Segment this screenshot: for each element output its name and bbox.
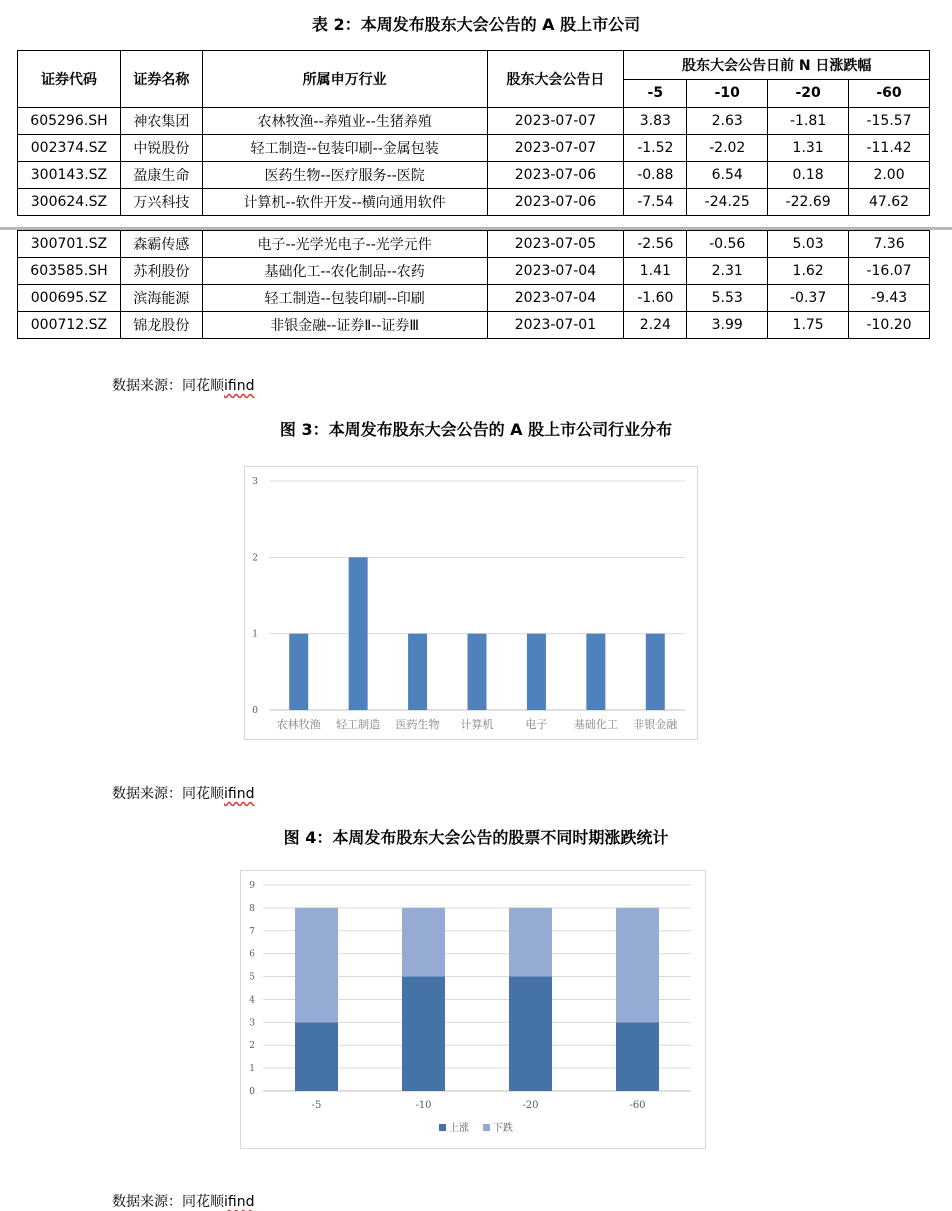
cell-value: 1.75: [768, 312, 849, 339]
cell-code: 603585.SH: [18, 258, 121, 285]
y-tick-label: 3: [249, 1018, 255, 1029]
cell-value: -1.81: [768, 108, 849, 135]
bar-segment: [509, 908, 552, 977]
cell-industry: 非银金融--证券Ⅱ--证券Ⅲ: [202, 312, 487, 339]
cell-code: 000712.SZ: [18, 312, 121, 339]
cell-value: 1.41: [624, 258, 687, 285]
fig3-caption: 图 3：本周发布股东大会公告的 A 股上市公司行业分布: [279, 420, 673, 439]
cell-value: 1.31: [768, 135, 849, 162]
cell-code: 300624.SZ: [18, 189, 121, 216]
cell-value: 2.00: [849, 162, 930, 189]
cell-name: 万兴科技: [120, 189, 202, 216]
cell-date: 2023-07-01: [487, 312, 624, 339]
table-row: [18, 312, 930, 339]
x-tick-label: -10: [415, 1100, 432, 1111]
legend-label: 上涨: [449, 1123, 469, 1134]
cell-industry: 轻工制造--包装印刷--印刷: [202, 285, 487, 312]
x-tick-label: 医药生物: [395, 718, 440, 731]
x-tick-label: 农林牧渔: [276, 718, 321, 731]
industry-chart-frame: [244, 466, 698, 740]
cell-value: 2.24: [624, 312, 687, 339]
data-source: 数据来源：同花顺ifind: [112, 786, 255, 802]
bar-segment: [295, 908, 338, 1022]
cell-value: -16.07: [849, 258, 930, 285]
bar-segment: [402, 977, 445, 1091]
cell-date: 2023-07-05: [487, 231, 624, 258]
bar: [646, 634, 665, 710]
change-stacked-chart: [241, 871, 705, 1148]
x-tick-label: 电子: [525, 718, 548, 731]
cell-value: 2.31: [687, 258, 768, 285]
table-row: [18, 135, 930, 162]
bar: [349, 557, 368, 710]
bar-segment: [295, 1022, 338, 1091]
cell-value: 0.18: [768, 162, 849, 189]
bar: [468, 634, 487, 710]
header-period: -5: [624, 79, 687, 108]
cell-value: 3.99: [687, 312, 768, 339]
fig4-caption: 图 4：本周发布股东大会公告的股票不同时期涨跌统计: [283, 828, 669, 847]
y-tick-label: 8: [249, 903, 255, 914]
cell-date: 2023-07-06: [487, 189, 624, 216]
x-tick-label: 基础化工: [573, 718, 618, 731]
y-tick-label: 0: [252, 706, 258, 716]
cell-name: 神农集团: [120, 108, 202, 135]
data-source: 数据来源：同花顺ifind: [112, 1194, 255, 1210]
cell-value: 5.03: [768, 231, 849, 258]
table-row: [18, 108, 930, 135]
cell-code: 605296.SH: [18, 108, 121, 135]
y-tick-label: 7: [249, 926, 255, 937]
x-tick-label: 轻工制造: [336, 718, 381, 731]
cell-value: 5.53: [687, 285, 768, 312]
industry-bar-chart: [245, 467, 697, 739]
bar-segment: [509, 977, 552, 1091]
x-tick-label: -60: [629, 1100, 646, 1111]
y-tick-label: 5: [249, 972, 255, 983]
cell-value: 7.36: [849, 231, 930, 258]
cell-code: 300701.SZ: [18, 231, 121, 258]
y-tick-label: 1: [252, 629, 258, 640]
bar-segment: [616, 908, 659, 1022]
header-code: 证券代码: [18, 51, 121, 108]
cell-name: 锦龙股份: [120, 312, 202, 339]
cell-industry: 轻工制造--包装印刷--金属包装: [202, 135, 487, 162]
cell-value: -1.52: [624, 135, 687, 162]
header-period: -10: [687, 79, 768, 108]
table-row: [18, 258, 930, 285]
cell-value: 3.83: [624, 108, 687, 135]
cell-value: -1.60: [624, 285, 687, 312]
y-tick-label: 6: [249, 949, 255, 960]
cell-name: 盈康生命: [120, 162, 202, 189]
cell-industry: 基础化工--农化制品--农药: [202, 258, 487, 285]
y-tick-label: 3: [252, 477, 258, 487]
bar-segment: [616, 1022, 659, 1091]
bar: [408, 634, 427, 710]
table-row: [18, 231, 930, 258]
header-change-group: 股东大会公告日前 N 日涨跌幅: [624, 51, 930, 80]
cell-name: 森霸传感: [120, 231, 202, 258]
cell-industry: 农林牧渔--养殖业--生猪养殖: [202, 108, 487, 135]
cell-value: -0.56: [687, 231, 768, 258]
legend-swatch: [439, 1124, 446, 1131]
table-row: [18, 162, 930, 189]
data-source: 数据来源：同花顺ifind: [112, 378, 255, 394]
cell-value: -0.88: [624, 162, 687, 189]
legend-swatch: [483, 1124, 490, 1131]
cell-date: 2023-07-07: [487, 108, 624, 135]
header-period: -20: [768, 79, 849, 108]
y-tick-label: 2: [249, 1041, 255, 1052]
cell-value: 2.63: [687, 108, 768, 135]
cell-date: 2023-07-04: [487, 285, 624, 312]
cell-value: 6.54: [687, 162, 768, 189]
cell-value: 1.62: [768, 258, 849, 285]
cell-code: 000695.SZ: [18, 285, 121, 312]
bar: [289, 634, 308, 710]
x-tick-label: 计算机: [460, 718, 494, 731]
cell-value: -22.69: [768, 189, 849, 216]
header-date: 股东大会公告日: [487, 51, 624, 108]
cell-value: -11.42: [849, 135, 930, 162]
cell-industry: 电子--光学光电子--光学元件: [202, 231, 487, 258]
cell-value: 47.62: [849, 189, 930, 216]
cell-name: 中锐股份: [120, 135, 202, 162]
cell-industry: 计算机--软件开发--横向通用软件: [202, 189, 487, 216]
x-tick-label: 非银金融: [633, 718, 678, 731]
cell-value: -9.43: [849, 285, 930, 312]
cell-value: -2.56: [624, 231, 687, 258]
header-name: 证券名称: [120, 51, 202, 108]
bar: [527, 634, 546, 710]
table2-caption: 表 2：本周发布股东大会公告的 A 股上市公司: [311, 15, 641, 34]
bar-segment: [402, 908, 445, 977]
cell-value: -15.57: [849, 108, 930, 135]
stock-table: [17, 50, 930, 339]
cell-value: -2.02: [687, 135, 768, 162]
y-tick-label: 4: [249, 995, 255, 1006]
header-period: -60: [849, 79, 930, 108]
cell-value: -10.20: [849, 312, 930, 339]
cell-name: 滨海能源: [120, 285, 202, 312]
cell-date: 2023-07-07: [487, 135, 624, 162]
cell-date: 2023-07-06: [487, 162, 624, 189]
cell-value: -0.37: [768, 285, 849, 312]
cell-industry: 医药生物--医疗服务--医院: [202, 162, 487, 189]
cell-name: 苏利股份: [120, 258, 202, 285]
cell-value: -24.25: [687, 189, 768, 216]
cell-code: 300143.SZ: [18, 162, 121, 189]
x-tick-label: -5: [311, 1100, 322, 1111]
x-tick-label: -20: [522, 1100, 539, 1111]
legend-label: 下跌: [493, 1123, 513, 1134]
header-industry: 所属申万行业: [202, 51, 487, 108]
bar: [586, 634, 605, 710]
y-tick-label: 0: [249, 1087, 255, 1097]
y-tick-label: 2: [252, 553, 258, 564]
change-chart-frame: [240, 870, 706, 1149]
cell-code: 002374.SZ: [18, 135, 121, 162]
page-break: [0, 222, 952, 234]
cell-value: -7.54: [624, 189, 687, 216]
cell-date: 2023-07-04: [487, 258, 624, 285]
table-row: [18, 189, 930, 216]
y-tick-label: 1: [249, 1064, 255, 1075]
table-row: [18, 285, 930, 312]
y-tick-label: 9: [249, 881, 255, 891]
